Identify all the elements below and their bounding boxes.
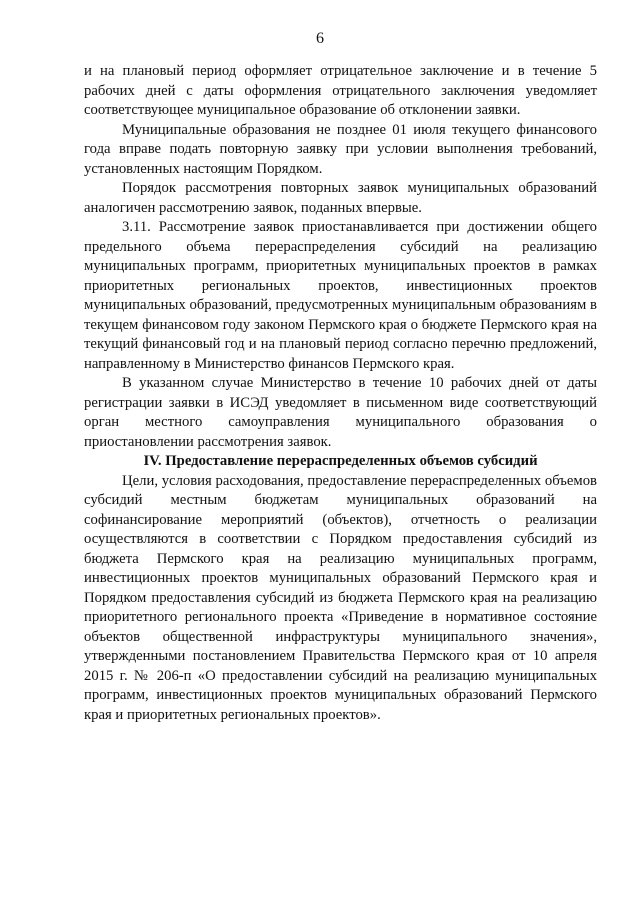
paragraphs-before [84, 62, 597, 452]
paragraph: Муниципальные образования не позднее 01 июля текущего финансового года вправе подать повторную заявку при условии выполнения требований, установленных настоящим Порядком. [84, 121, 597, 177]
paragraph: Цели, условия расходования, предоставление перераспределенных объемов субсидий местным бюджетам муниципальных образований на софинансирование мероприятий (объектов), отчетность о реализации осуществляются в соответствии с Порядком предоставления субсидий из бюджета Пермского края на реализацию муниципальных программ, инвестиционных проектов муниципальных образований Пермского края и Порядком предоставления субсидий из бюджета Пермского края на реализацию приоритетного регионального проекта «Приведение в нормативное состояние объектов общественной инфраструктуры муниципального значения», утвержденными постановлением Правительства Пермского края от 10 апреля 2015 г. № 206-п «О предоставлении субсидий на реализацию муниципальных программ, инвестиционных проектов муниципальных образований Пермского края и приоритетных региональных проектов». [84, 472, 597, 723]
paragraph: Порядок рассмотрения повторных заявок муниципальных образований аналогичен рассмотрению заявок, поданных впервые. [84, 180, 597, 216]
paragraph: 3.11. Рассмотрение заявок приостанавливается при достижении общего предельного объема перераспределения субсидий на реализацию муниципальных программ, приоритетных муниципальных проектов в рамках приоритетных региональных проектов, инвестиционных проектов муниципальных образований, предусмотренных муниципальным образованиям в текущем финансовом году законом Пермского края о бюджете Пермского края на текущий финансовый год и на плановый период согласно перечню предложений, направленному в Министерство финансов Пермского края. [84, 219, 597, 372]
paragraphs-after [84, 472, 597, 726]
section-heading: IV. Предоставление перераспределенных объемов субсидий [143, 453, 538, 469]
page-number: 6 [316, 30, 324, 47]
document-body [84, 62, 597, 725]
paragraph: и на плановый период оформляет отрицательное заключение и в течение 5 рабочих дней с даты оформления отрицательного заключения уведомляет соответствующее муниципальное образование об отклонении заявки. [84, 63, 597, 118]
paragraph: В указанном случае Министерство в течение 10 рабочих дней от даты регистрации заявки в ИСЭД уведомляет в письменном виде соответствующий орган местного самоуправления муниципального образования о приостановлении рассмотрения заявок. [84, 375, 597, 450]
